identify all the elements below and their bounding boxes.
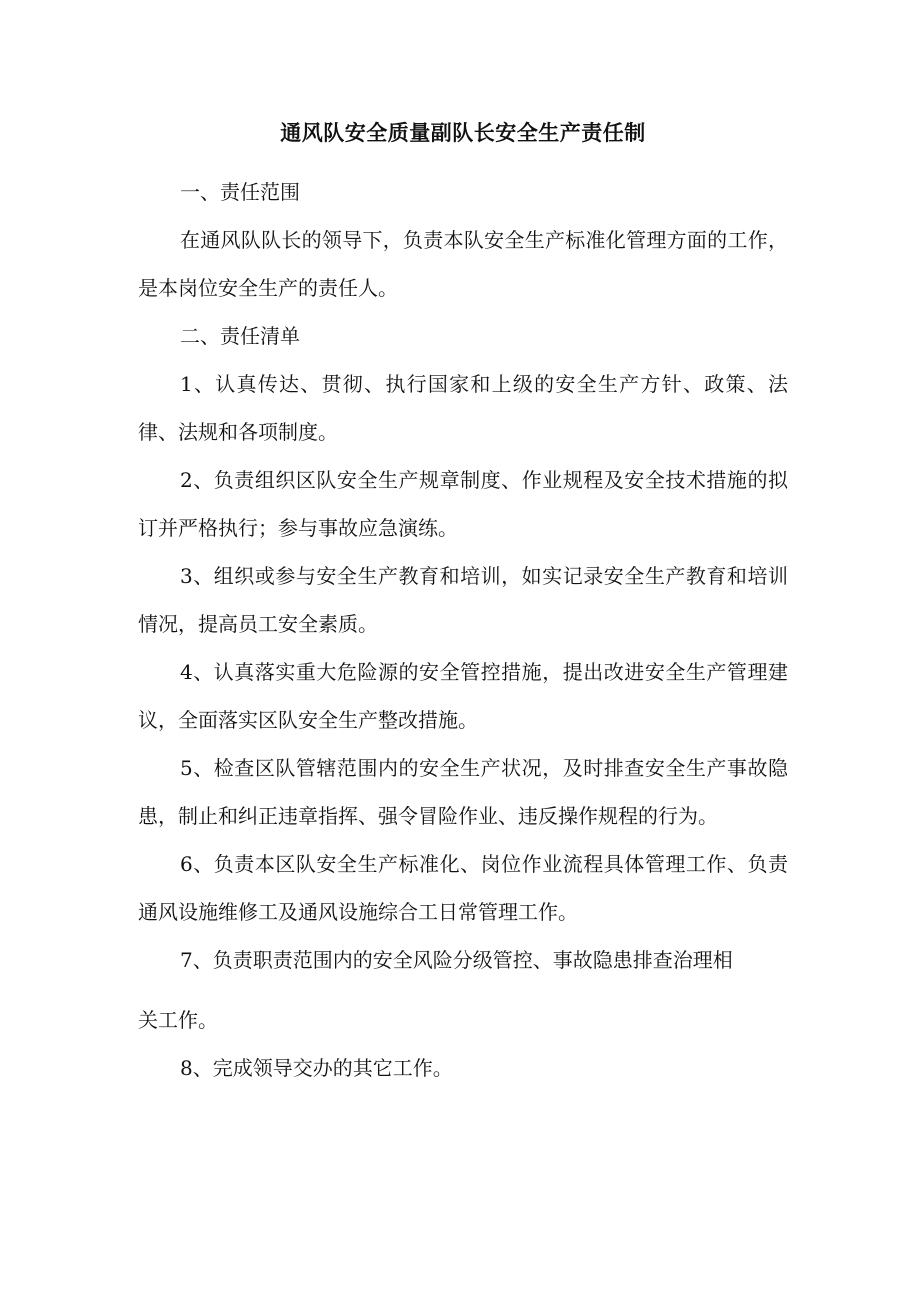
list-item: 8、完成领导交办的其它工作。: [180, 1056, 453, 1080]
list-item: 2、负责组织区队安全生产规章制度、作业规程及安全技术措施的拟订并严格执行；参与事故应急演练。: [138, 468, 788, 540]
list-item-line: 7、负责职责范围内的安全风险分级管控、事故隐患排查治理相: [180, 948, 733, 972]
list-item: 1、认真传达、贯彻、执行国家和上级的安全生产方针、政策、法律、法规和各项制度。: [138, 372, 788, 444]
section-heading-scope: 一、责任范围: [180, 180, 300, 204]
list-item: 3、组织或参与安全生产教育和培训，如实记录安全生产教育和培训情况，提高员工安全素质。: [138, 564, 788, 636]
list-item-continuation: 关工作。: [138, 1008, 218, 1032]
document-title: 通风队安全质量副队长安全生产责任制: [280, 120, 646, 145]
list-item: 5、检查区队管辖范围内的安全生产状况，及时排查安全生产事故隐患，制止和纠正违章指挥、强令冒险作业、违反操作规程的行为。: [138, 756, 788, 828]
section-body-scope: 在通风队队长的领导下，负责本队安全生产标准化管理方面的工作，是本岗位安全生产的责任人。: [138, 228, 788, 300]
list-item: 4、认真落实重大危险源的安全管控措施，提出改进安全生产管理建议，全面落实区队安全生产整改措施。: [138, 660, 788, 732]
list-item-7: [138, 936, 788, 1044]
section-heading-list: 二、责任清单: [180, 324, 300, 348]
list-item: 6、负责本区队安全生产标准化、岗位作业流程具体管理工作、负责通风设施维修工及通风设施综合工日常管理工作。: [138, 852, 788, 924]
